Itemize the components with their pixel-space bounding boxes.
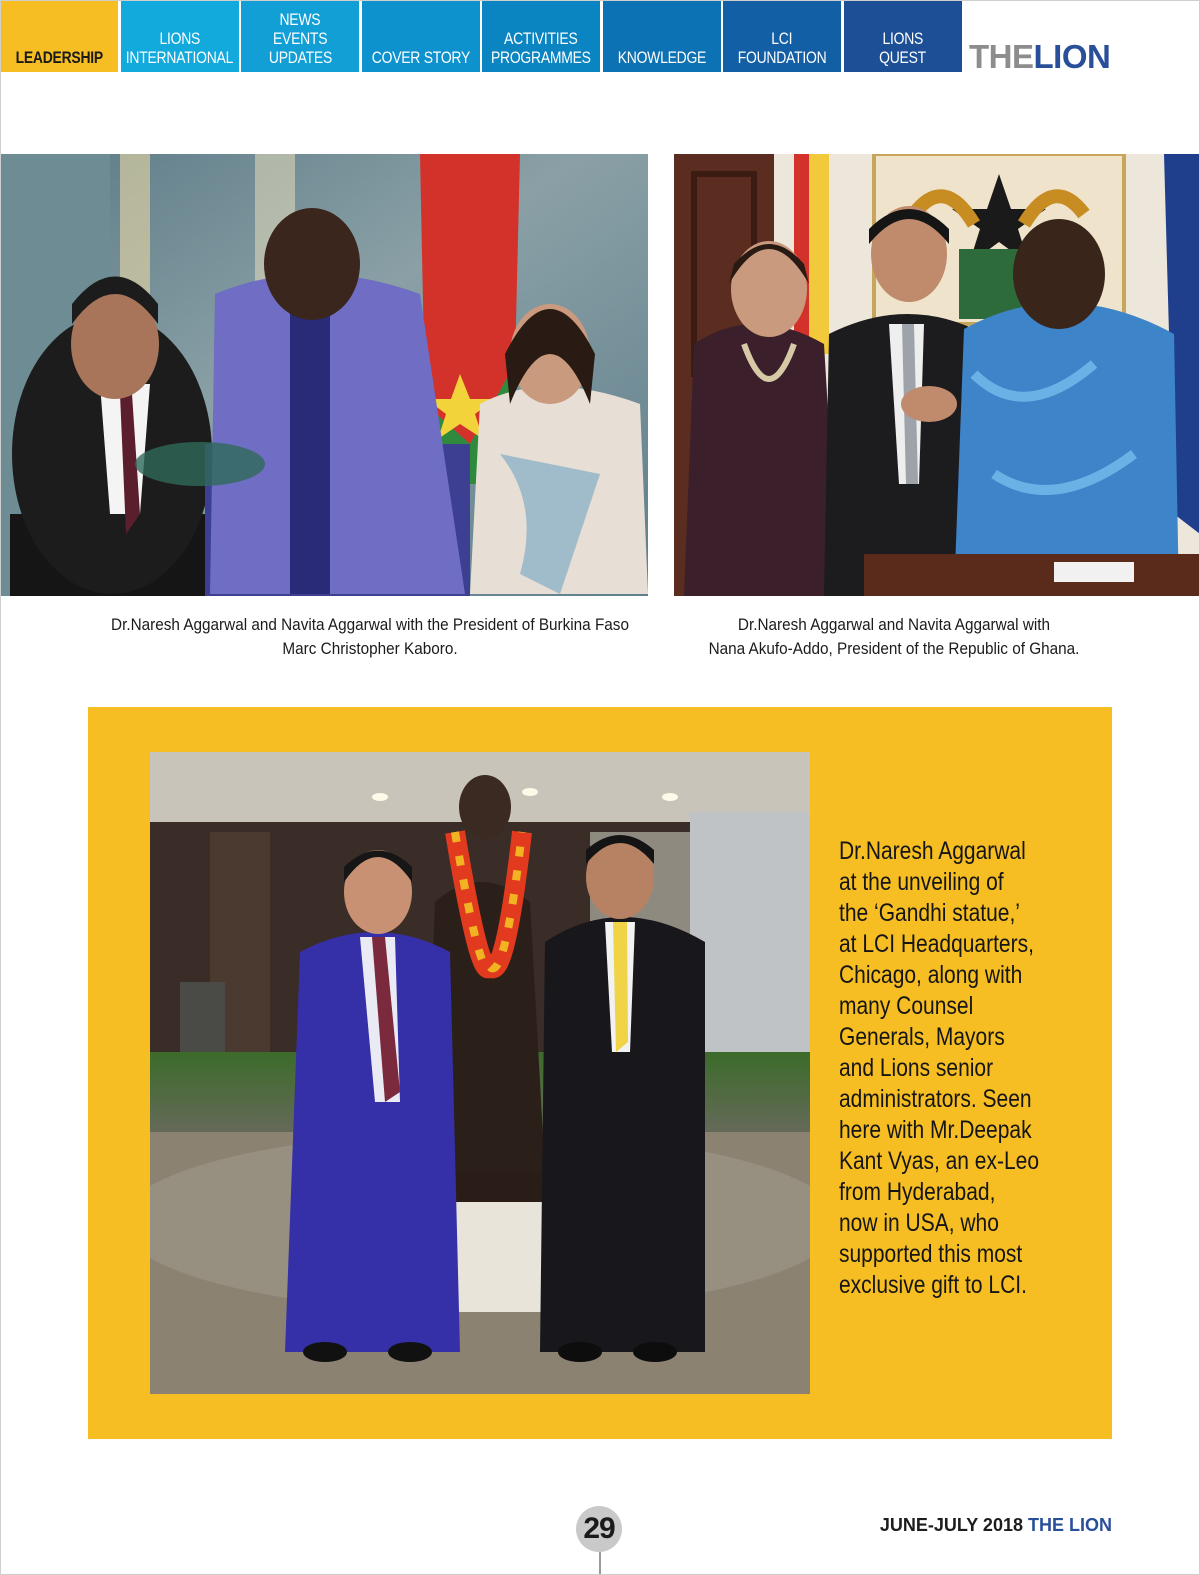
page-number: 29 xyxy=(576,1506,622,1552)
issue-date: JUNE-JULY 2018 xyxy=(879,1515,1023,1535)
nav-tab[interactable] xyxy=(603,0,721,72)
feature-text-line: at LCI Headquarters, xyxy=(839,930,1034,958)
nav-tab-label: EVENTS xyxy=(272,29,328,48)
nav-tab-label: COVER STORY xyxy=(371,48,470,67)
feature-text-line: Generals, Mayors xyxy=(839,1023,1005,1051)
nav-tab-label: ACTIVITIES xyxy=(504,29,578,48)
feature-text-line: supported this most xyxy=(839,1240,1023,1268)
nav-tab-label: QUEST xyxy=(879,48,926,67)
nav-tab[interactable] xyxy=(482,0,600,72)
nav-tab-label: LCI xyxy=(771,29,793,48)
feature-text-line: administrators. Seen xyxy=(839,1085,1032,1113)
nav-tab-label: LIONS xyxy=(159,29,200,48)
photo-ghana xyxy=(674,154,1200,596)
caption-line: Nana Akufo-Addo, President of the Republic of Ghana. xyxy=(708,639,1080,658)
feature-text-line: from Hyderabad, xyxy=(839,1178,996,1206)
nav-tab[interactable] xyxy=(241,0,359,72)
nav-tab-label: UPDATES xyxy=(268,48,332,67)
photo-gandhi-statue xyxy=(150,752,810,1394)
feature-text-line: at the unveiling of xyxy=(839,868,1004,896)
nav-tab[interactable] xyxy=(844,0,962,72)
nav-tab-label: INTERNATIONAL xyxy=(125,48,234,67)
caption-ghana xyxy=(662,613,1126,661)
feature-text-line: many Counsel xyxy=(839,992,974,1020)
feature-text-line: the ‘Gandhi statue,’ xyxy=(839,899,1020,927)
logo-the: THE xyxy=(969,38,1034,75)
photo-burkina-faso xyxy=(0,154,648,596)
caption-line: Dr.Naresh Aggarwal and Navita Aggarwal with xyxy=(737,615,1051,634)
nav-tab[interactable] xyxy=(121,0,239,72)
nav-tab[interactable] xyxy=(723,0,841,72)
nav-tab-label: PROGRAMMES xyxy=(491,48,591,67)
nav-tab[interactable] xyxy=(0,0,118,72)
feature-text-line: here with Mr.Deepak xyxy=(839,1116,1032,1144)
feature-description xyxy=(839,836,1089,1301)
magazine-logo xyxy=(969,40,1110,74)
feature-text-line: now in USA, who xyxy=(839,1209,999,1237)
feature-text-line: exclusive gift to LCI. xyxy=(839,1271,1027,1299)
nav-tab[interactable] xyxy=(362,0,480,72)
caption-burkina-faso xyxy=(70,613,670,661)
caption-line: Dr.Naresh Aggarwal and Navita Aggarwal with the President of Burkina Faso xyxy=(111,615,629,634)
footer-brand: THE LION xyxy=(1028,1515,1112,1535)
feature-text-line: Kant Vyas, an ex-Leo xyxy=(839,1147,1040,1175)
feature-text-line: and Lions senior xyxy=(839,1054,994,1082)
section-nav xyxy=(0,0,1200,75)
nav-tab-label: FOUNDATION xyxy=(737,48,827,67)
nav-tab-label: LIONS xyxy=(882,29,923,48)
nav-tab-label: KNOWLEDGE xyxy=(617,48,706,67)
feature-text-line: Chicago, along with xyxy=(839,961,1023,989)
feature-text-line: Dr.Naresh Aggarwal xyxy=(839,837,1026,865)
caption-line: Marc Christopher Kaboro. xyxy=(282,639,458,658)
logo-lion: LION xyxy=(1033,38,1111,75)
nav-tab-label: LEADERSHIP xyxy=(15,48,103,67)
issue-label xyxy=(880,1515,1112,1536)
nav-tab-label: NEWS xyxy=(279,10,321,29)
